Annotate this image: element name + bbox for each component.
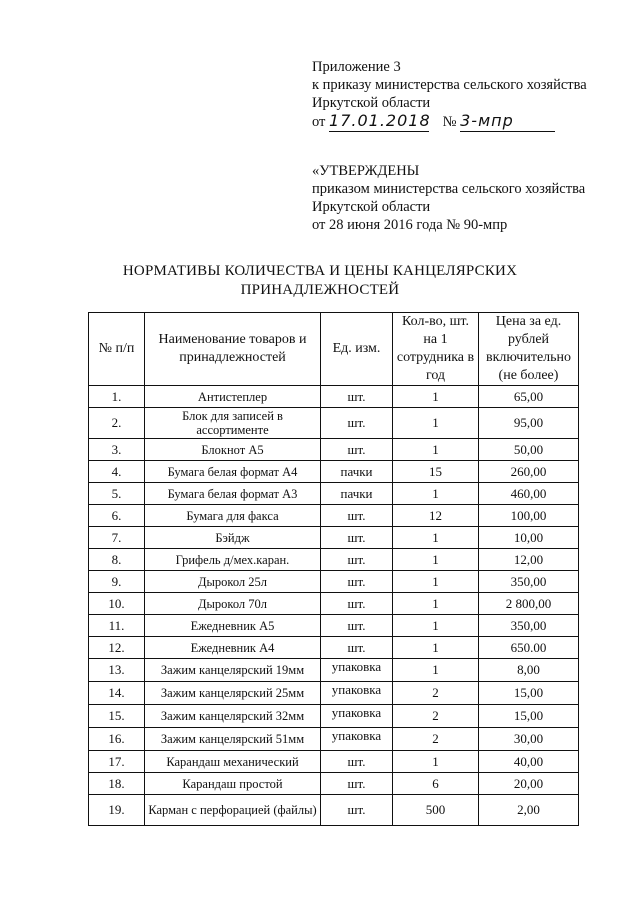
row-num: 13. — [89, 659, 145, 682]
row-unit: шт. — [321, 615, 393, 637]
table-row — [89, 461, 579, 483]
row-unit: пачки — [321, 483, 393, 505]
row-price: 350,00 — [479, 571, 579, 593]
row-name: Дырокол 25л — [145, 571, 321, 593]
date-field — [329, 112, 429, 132]
row-qty: 1 — [393, 439, 479, 461]
table-row — [89, 637, 579, 659]
date-prefix: от — [312, 114, 326, 130]
row-name: Дырокол 70л — [145, 593, 321, 615]
row-qty: 1 — [393, 751, 479, 773]
row-num: 8. — [89, 549, 145, 571]
row-unit: шт. — [321, 637, 393, 659]
row-qty: 1 — [393, 483, 479, 505]
row-num: 6. — [89, 505, 145, 527]
row-price: 2 800,00 — [479, 593, 579, 615]
approval-region: Иркутской области — [312, 199, 431, 215]
row-price: 350,00 — [479, 615, 579, 637]
row-name: Блокнот А5 — [145, 439, 321, 461]
header-price: Цена за ед. рублей включительно (не более) — [479, 313, 579, 386]
row-name: Карман с перфорацией (файлы) — [145, 795, 321, 826]
row-qty: 1 — [393, 408, 479, 439]
row-price: 65,00 — [479, 386, 579, 408]
row-price: 8,00 — [479, 659, 579, 682]
row-qty: 1 — [393, 549, 479, 571]
row-name: Ежедневник А5 — [145, 615, 321, 637]
appendix-label: Приложение 3 — [312, 59, 401, 75]
table-row — [89, 571, 579, 593]
row-price: 260,00 — [479, 461, 579, 483]
row-name: Антистеплер — [145, 386, 321, 408]
row-name: Бэйдж — [145, 527, 321, 549]
row-name: Бумага для факса — [145, 505, 321, 527]
row-num: 18. — [89, 773, 145, 795]
row-name: Зажим канцелярский 25мм — [145, 682, 321, 705]
row-price: 10,00 — [479, 527, 579, 549]
row-unit: шт. — [321, 386, 393, 408]
row-qty: 6 — [393, 773, 479, 795]
row-num: 9. — [89, 571, 145, 593]
row-unit: шт. — [321, 408, 393, 439]
row-name: Зажим канцелярский 19мм — [145, 659, 321, 682]
header-unit: Ед. изм. — [321, 313, 393, 386]
approval-order-line: приказом министерства сельского хозяйства — [312, 181, 586, 197]
row-num: 4. — [89, 461, 145, 483]
row-qty: 1 — [393, 615, 479, 637]
row-qty: 1 — [393, 637, 479, 659]
approval-date-number: от 28 июня 2016 года № 90-мпр — [312, 217, 508, 233]
order-reference: к приказу министерства сельского хозяйства — [312, 77, 587, 93]
row-qty: 2 — [393, 728, 479, 751]
row-name: Карандаш простой — [145, 773, 321, 795]
title-line-1: НОРМАТИВЫ КОЛИЧЕСТВА И ЦЕНЫ КАНЦЕЛЯРСКИХ — [122, 263, 518, 279]
row-name: Зажим канцелярский 32мм — [145, 705, 321, 728]
row-unit: шт. — [321, 773, 393, 795]
row-unit: упаковка — [321, 659, 393, 682]
row-num: 12. — [89, 637, 145, 659]
row-price: 50,00 — [479, 439, 579, 461]
title-line-2: ПРИНАДЛЕЖНОСТЕЙ — [240, 282, 400, 298]
row-num: 14. — [89, 682, 145, 705]
table-row — [89, 705, 579, 728]
row-unit: шт. — [321, 439, 393, 461]
row-price: 15,00 — [479, 705, 579, 728]
row-qty: 2 — [393, 682, 479, 705]
row-unit: шт. — [321, 751, 393, 773]
appendix-header — [312, 58, 587, 132]
handwritten-date: 17.01.2018 — [329, 111, 431, 130]
table-row — [89, 439, 579, 461]
row-unit: упаковка — [321, 705, 393, 728]
row-num: 1. — [89, 386, 145, 408]
header-name: Наименование товаров и принадлежностей — [145, 313, 321, 386]
row-qty: 500 — [393, 795, 479, 826]
row-num: 7. — [89, 527, 145, 549]
number-field — [460, 112, 555, 132]
document-title — [60, 262, 580, 300]
order-date-number-line — [312, 112, 587, 132]
row-qty: 2 — [393, 705, 479, 728]
row-price: 95,00 — [479, 408, 579, 439]
row-unit: шт. — [321, 549, 393, 571]
row-name: Ежедневник А4 — [145, 637, 321, 659]
handwritten-number: 3-мпр — [460, 111, 514, 130]
row-price: 15,00 — [479, 682, 579, 705]
table-row — [89, 483, 579, 505]
row-name: Карандаш механический — [145, 751, 321, 773]
region-label: Иркутской области — [312, 95, 431, 111]
approval-block — [312, 162, 585, 234]
row-num: 16. — [89, 728, 145, 751]
row-num: 10. — [89, 593, 145, 615]
table-row — [89, 615, 579, 637]
row-qty: 12 — [393, 505, 479, 527]
approved-label: «УТВЕРЖДЕНЫ — [312, 163, 420, 179]
table-row — [89, 505, 579, 527]
number-prefix: № — [442, 114, 457, 130]
table-row — [89, 751, 579, 773]
row-price: 650.00 — [479, 637, 579, 659]
table-row — [89, 659, 579, 682]
row-num: 17. — [89, 751, 145, 773]
table-row — [89, 386, 579, 408]
row-price: 12,00 — [479, 549, 579, 571]
row-price: 100,00 — [479, 505, 579, 527]
row-unit: шт. — [321, 571, 393, 593]
row-qty: 1 — [393, 659, 479, 682]
row-unit: упаковка — [321, 682, 393, 705]
row-num: 19. — [89, 795, 145, 826]
table-row — [89, 795, 579, 826]
row-qty: 1 — [393, 527, 479, 549]
row-num: 5. — [89, 483, 145, 505]
table-row — [89, 549, 579, 571]
row-price: 20,00 — [479, 773, 579, 795]
row-unit: шт. — [321, 505, 393, 527]
row-name: Бумага белая формат А3 — [145, 483, 321, 505]
row-num: 3. — [89, 439, 145, 461]
norms-table — [88, 312, 579, 826]
row-unit: шт. — [321, 527, 393, 549]
table-header-row — [89, 313, 579, 386]
row-unit: упаковка — [321, 728, 393, 751]
header-num: № п/п — [89, 313, 145, 386]
row-price: 2,00 — [479, 795, 579, 826]
table-row — [89, 408, 579, 439]
row-price: 460,00 — [479, 483, 579, 505]
table-row — [89, 728, 579, 751]
row-qty: 1 — [393, 571, 479, 593]
table-row — [89, 593, 579, 615]
row-unit: шт. — [321, 593, 393, 615]
row-name: Бумага белая формат А4 — [145, 461, 321, 483]
row-qty: 15 — [393, 461, 479, 483]
row-name: Грифель д/мех.каран. — [145, 549, 321, 571]
row-unit: пачки — [321, 461, 393, 483]
row-name: Блок для записей в ассортименте — [145, 408, 321, 439]
row-qty: 1 — [393, 593, 479, 615]
row-unit: шт. — [321, 795, 393, 826]
row-num: 11. — [89, 615, 145, 637]
table-row — [89, 773, 579, 795]
row-num: 2. — [89, 408, 145, 439]
header-qty: Кол-во, шт. на 1 сотрудника в год — [393, 313, 479, 386]
table-row — [89, 682, 579, 705]
table-row — [89, 527, 579, 549]
row-price: 30,00 — [479, 728, 579, 751]
row-num: 15. — [89, 705, 145, 728]
row-name: Зажим канцелярский 51мм — [145, 728, 321, 751]
row-price: 40,00 — [479, 751, 579, 773]
row-qty: 1 — [393, 386, 479, 408]
